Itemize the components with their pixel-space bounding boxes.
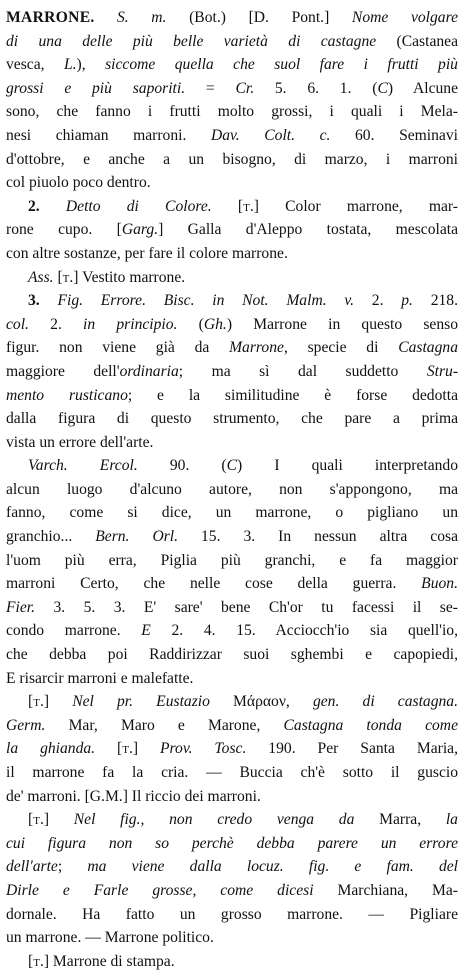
entry-line	[6, 30, 458, 54]
text-run: ma viene dalla locuz. fig. e fam. del	[87, 858, 459, 876]
entry-line	[6, 501, 458, 525]
entry-line	[6, 737, 458, 761]
text-run: dalla figura di questo strumento, che pare a prima	[6, 410, 458, 428]
text-run: Mar, Maro e Marone,	[45, 716, 284, 734]
text-run: vista un errore dell'arte.	[6, 433, 154, 451]
text-run: fanno, come si dice, un marrone, o pigliano un	[6, 504, 458, 522]
entry-line	[6, 218, 458, 242]
text-run: Marchiana, Ma-	[313, 881, 458, 899]
dictionary-entry-marrone	[6, 6, 458, 973]
text-run: [	[28, 693, 34, 711]
text-run: rone cupo. [	[6, 221, 122, 239]
text-run: t	[33, 811, 40, 829]
text-run: 2.	[28, 315, 84, 333]
text-run: Stru-	[426, 362, 459, 380]
text-run: .] Vestito marrone.	[69, 268, 186, 286]
text-run: l'uom più erra, Piglia più granchi, e fa maggior	[6, 551, 458, 569]
entry-line	[6, 667, 458, 691]
text-run: il marrone fa la cria. — Buccia ch'è sotto il guscio	[6, 764, 458, 781]
text-run: ] Galla d'Aleppo tostata, mescolata	[158, 221, 458, 239]
text-run: E	[141, 622, 151, 640]
text-run: ),	[76, 56, 106, 74]
entry-line	[6, 148, 458, 172]
entry-line	[6, 289, 458, 313]
text-run: Fig. Errore. Bisc. in Not. Malm. v.	[57, 292, 355, 310]
text-run: .]	[39, 693, 73, 711]
text-run: .	[90, 9, 117, 26]
text-run: nesi chiaman marroni.	[6, 126, 211, 144]
text-run: di una delle più belle varietà di castagne	[6, 32, 377, 50]
text-run: vesca,	[6, 56, 64, 74]
text-run: t	[243, 197, 250, 215]
entry-line	[6, 572, 458, 596]
text-run: dornale. Ha fatto un grosso marrone. — Pigliare	[6, 905, 458, 923]
entry-line	[6, 124, 458, 148]
text-run: [	[28, 952, 34, 970]
text-run: =	[185, 79, 236, 97]
text-run: ordinaria	[119, 362, 179, 380]
text-run: .]	[128, 740, 161, 758]
text-run: Μάραον,	[209, 693, 313, 711]
text-run: [	[53, 268, 63, 286]
text-run: condo marrone.	[6, 622, 142, 640]
text-run: L.	[63, 56, 77, 74]
entry-line	[6, 903, 458, 927]
entry-line	[6, 431, 458, 455]
text-run: alcun luogo d'alcuno autore, non s'appongono, ma	[6, 480, 458, 498]
text-run: un marrone. — Marrone politico.	[6, 929, 214, 947]
text-run: (Bot.) [D. Pont.]	[166, 9, 352, 26]
text-run: ) I quali interpretando	[237, 457, 459, 475]
text-run: [	[211, 197, 244, 215]
text-run: , specie di	[283, 339, 399, 357]
text-run: ) Marrone in questo senso	[226, 315, 458, 333]
text-run: Gh.	[203, 315, 227, 333]
entry-line	[6, 926, 458, 950]
text-run: 15. 3. In nessun altra cosa	[178, 528, 458, 546]
text-run: Buon.	[421, 575, 458, 593]
text-run: Prov. Tosc.	[160, 740, 247, 758]
entry-line	[6, 77, 458, 101]
text-run: t	[122, 740, 129, 758]
entry-line	[6, 53, 458, 77]
text-run: col piuolo poco dentro.	[6, 174, 151, 192]
text-run: Bern. Orl.	[95, 528, 179, 546]
entry-line	[6, 950, 458, 973]
text-run: la ghianda.	[6, 740, 96, 758]
text-run: 60. Seminavi	[330, 126, 458, 144]
text-run: (Castanea	[376, 32, 459, 50]
text-run: d'ottobre, e anche a un bisogno, di marzo, i marroni	[6, 150, 458, 168]
text-run: 218.	[412, 292, 459, 310]
text-run: 190. Per Santa Maria,	[246, 740, 458, 758]
dictionary-page	[6, 6, 459, 970]
text-run: Nel fig., non credo venga da	[73, 811, 355, 829]
text-run: granchio...	[6, 528, 96, 546]
text-run: Marrone	[229, 339, 284, 357]
text-run: la	[445, 811, 458, 829]
text-run: .] Color marrone, mar-	[249, 197, 458, 215]
text-run: [	[28, 811, 34, 829]
entry-line	[6, 313, 458, 337]
entry-line	[6, 195, 458, 219]
text-run: p.	[401, 292, 413, 310]
entry-line	[6, 454, 458, 478]
entry-line	[6, 478, 458, 502]
text-run: ;	[57, 858, 88, 876]
text-run: sono, che fanno i frutti molto grossi, i quali i Mela-	[6, 103, 458, 121]
entry-line	[6, 549, 458, 573]
text-run: 90. (	[137, 457, 227, 475]
entry-line	[6, 619, 458, 643]
text-run: Fier.	[6, 598, 36, 616]
text-run: col.	[6, 315, 29, 333]
text-run: Nome volgare	[351, 9, 459, 26]
text-run: 5. 6. 1. (	[254, 79, 378, 97]
text-run: 2. 4. 15. Acciocch'io sia quell'io,	[150, 622, 458, 640]
entry-line	[6, 643, 458, 667]
text-run: in principio.	[83, 315, 178, 333]
entry-line	[6, 407, 458, 431]
text-run: Ass.	[28, 268, 54, 286]
text-run: [	[95, 740, 123, 758]
entry-line	[6, 336, 458, 360]
text-run: 2.	[354, 292, 402, 310]
text-run: Castagna	[398, 339, 458, 357]
text-run: ) Alcune	[387, 79, 459, 97]
entry-line	[6, 596, 458, 620]
text-run: C	[377, 79, 388, 97]
entry-line	[6, 384, 458, 408]
text-run: Nel pr. Eustazio	[72, 693, 210, 711]
text-run: ; ma sì dal suddetto	[178, 362, 427, 380]
text-run: Germ.	[6, 716, 46, 734]
entry-line	[6, 832, 458, 856]
text-run: che debba poi Raddirizzar suoi sghembi e capopiedi,	[6, 646, 458, 664]
entry-line	[6, 690, 458, 714]
text-run: 3.	[28, 292, 58, 310]
text-run: marroni Certo, che nelle cose della guerra.	[6, 575, 422, 593]
entry-line	[6, 808, 458, 832]
text-run: ; e la similitudine è forse dedotta	[127, 386, 458, 404]
text-run: gen. di castagna.	[312, 693, 459, 711]
entry-line	[6, 785, 458, 809]
entry-line	[6, 360, 458, 384]
text-run: Detto di Colore.	[65, 197, 212, 215]
text-run: con altre sostanze, per fare il colore marrone.	[6, 244, 288, 262]
text-run: S. m.	[116, 9, 167, 26]
entry-line	[6, 879, 458, 903]
text-run: .] Marrone di stampa.	[39, 952, 175, 970]
text-run: Castagna tonda come	[283, 716, 458, 734]
entry-line	[6, 855, 458, 879]
entry-line	[6, 100, 458, 124]
text-run: Dav. Colt. c.	[210, 126, 331, 144]
text-run: 3. 5. 3. E' sare' bene Ch'or tu facessi il se-	[35, 598, 458, 616]
entry-line	[6, 171, 458, 195]
text-run: siccome quella che suol fare i frutti più	[105, 56, 458, 74]
text-run: de' marroni. [G.M.] Il riccio dei marroni.	[6, 787, 261, 805]
text-run: dell'arte	[6, 858, 58, 876]
text-run: .]	[39, 811, 74, 829]
text-run: MARRONE	[6, 9, 91, 26]
entry-line	[6, 266, 458, 290]
entry-line	[6, 6, 458, 30]
text-run: mento rusticano	[6, 386, 128, 404]
text-run: t	[33, 952, 40, 970]
text-run: Marra,	[354, 811, 446, 829]
text-run: grossi e più saporiti.	[6, 79, 186, 97]
text-run: E risarcir marroni e malefatte.	[6, 669, 194, 687]
entry-line	[6, 242, 458, 266]
text-run: t	[33, 693, 40, 711]
text-run: maggiore dell'	[6, 362, 120, 380]
text-run: C	[226, 457, 238, 475]
text-run: Cr.	[235, 79, 255, 97]
text-run: (	[177, 315, 204, 333]
text-run: Garg.	[121, 221, 159, 239]
text-run: t	[62, 268, 70, 286]
entry-line	[6, 714, 458, 738]
text-run: Dirle e Farle grosse, come dicesi	[6, 881, 314, 899]
text-run: cui figura non so perchè debba parere un errore	[6, 834, 458, 852]
entry-line	[6, 761, 458, 785]
text-run: 2.	[28, 197, 66, 215]
text-run: Varch. Ercol.	[28, 457, 138, 475]
text-run: figur. non viene già da	[6, 339, 230, 357]
entry-line	[6, 525, 458, 549]
